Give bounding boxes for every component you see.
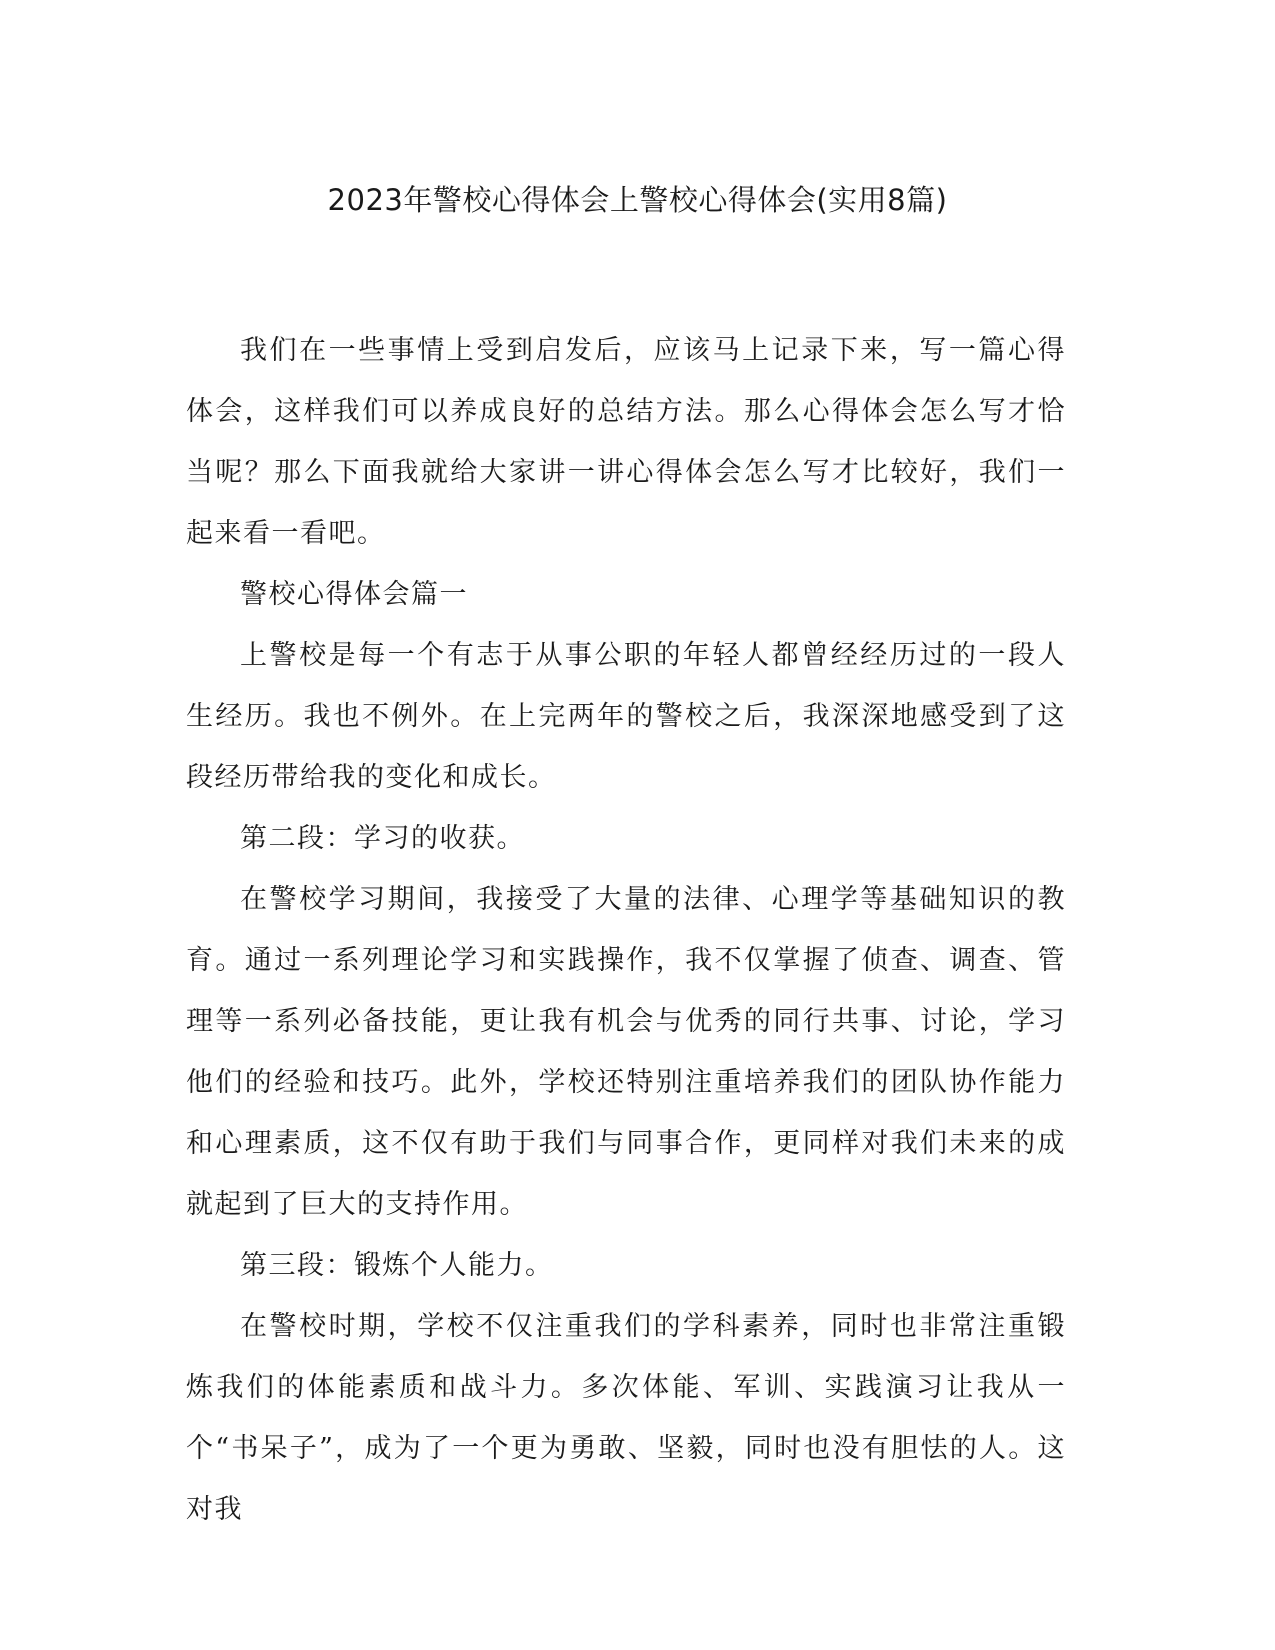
subsection-heading: 第三段：锻炼个人能力。 <box>240 1250 554 1281</box>
body-paragraph: 在警校时期，学校不仅注重我们的学科素养，同时也非常注重锻炼我们的体能素质和战斗力。多次体能、军训、实践演习让我从一个“书呆子”，成为了一个更为勇敢、坚毅，同时也没有胆怯的人。这对我 <box>186 1311 1066 1525</box>
document-body <box>186 320 1066 1540</box>
intro-paragraph: 我们在一些事情上受到启发后，应该马上记录下来，写一篇心得体会，这样我们可以养成良好的总结方法。那么心得体会怎么写才恰当呢？那么下面我就给大家讲一讲心得体会怎么写才比较好，我们一起来看一看吧。 <box>186 335 1066 549</box>
subsection-heading: 第二段：学习的收获。 <box>240 823 525 854</box>
body-paragraph: 上警校是每一个有志于从事公职的年轻人都曾经经历过的一段人生经历。我也不例外。在上完两年的警校之后，我深深地感受到了这段经历带给我的变化和成长。 <box>186 640 1066 793</box>
body-paragraph: 在警校学习期间，我接受了大量的法律、心理学等基础知识的教育。通过一系列理论学习和实践操作，我不仅掌握了侦查、调查、管理等一系列必备技能，更让我有机会与优秀的同行共事、讨论，学习他们的经验和技巧。此外，学校还特别注重培养我们的团队协作能力和心理素质，这不仅有助于我们与同事合作，更同样对我们未来的成就起到了巨大的支持作用。 <box>186 884 1066 1220</box>
document-title: 2023年警校心得体会上警校心得体会(实用8篇) <box>327 183 948 217</box>
section-heading: 警校心得体会篇一 <box>240 579 468 610</box>
